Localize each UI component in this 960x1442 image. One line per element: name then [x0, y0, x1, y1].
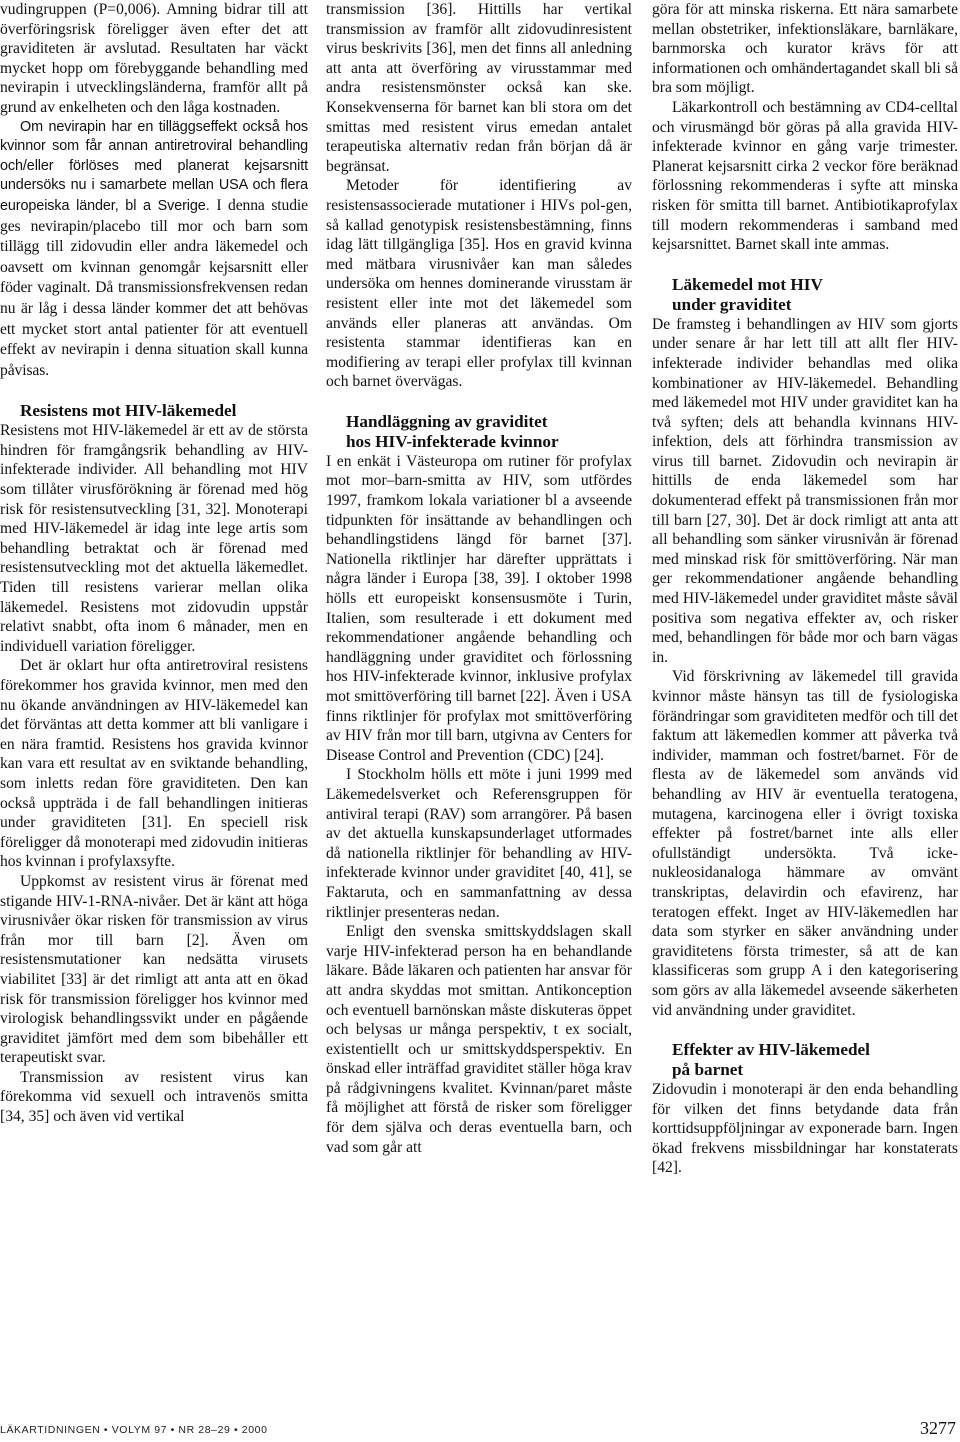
- paragraph: I en enkät i Västeuropa om rutiner för profylax mot mor–barn-smitta av HIV, som utfördes 1997, framkom lokala variationer bl a avseende tidpunkten för insättande av behandlingen och behandlingstidens längd för barnet [37]. Nationella riktlinjer har därefter upprättats i några länder i Europa [38, 39]. I oktober 1998 hölls ett europeiskt konsensusmöte i Turin, Italien, som resulterade i ett dokument med rekommendationer angående behandling och handläggning under graviditet och förlossning hos HIV-infekterade kvinnor, inklusive profylax mot smittöverföring till barnet [22]. Även i USA finns riktlinjer för profylax mot smittöverföring av HIV från mor till barn, utgivna av Centers for Disease Control and Prevention (CDC) [24].: [326, 452, 632, 764]
- text-column-2: [326, 0, 632, 1408]
- page-footer: [0, 1418, 960, 1442]
- paragraph: Transmission av resistent virus kan förekomma vid sexuell och intravenös smitta [34, 35] och även vid vertikal: [0, 1068, 308, 1126]
- page-number: 3277: [920, 1418, 956, 1438]
- paragraph: Metoder för identifiering av resistensassocierade mutationer i HIVs pol-gen, så kallad genotypisk resistensbestämning, finns idag lätt tillgängliga [35]. Hos en gravid kvinna med mätbara virusnivåer kan man således undersöka om hennes dominerande virusstam är resistent eller inte mot det läkemedel som används eller planeras att användas. Om resistenta stammar identifieras kan en modifiering av terapi eller profylax till kvinnan och barnet övervägas.: [326, 177, 632, 391]
- text-column-1: [0, 0, 308, 1408]
- paragraph: [0, 118, 308, 382]
- heading-line: Effekter av HIV-läkemedel: [672, 1040, 870, 1060]
- heading-line: Läkemedel mot HIV: [672, 274, 823, 294]
- paragraph: Enligt den svenska smittskyddslagen skall varje HIV-infekterad person ha en behandlande läkare. Både läkaren och patienten har ansvar för att andra skyddas mot smittan. Antikonception och eventuell barnönskan måste diskuteras öppet och belysas ur många perspektiv, t ex socialt, existentiellt och ur smittskyddsperspektiv. En önskad eller inträffad graviditet ställer höga krav på rådgivningens kvalitet. Kvinnan/paret måste få möjlighet att förstå de risker som föreligger för dem själva och deras eventuella barn, och vad som går att: [326, 923, 632, 1156]
- section-heading-lakemedel: [652, 275, 958, 315]
- heading-line: hos HIV-infekterade kvinnor: [346, 431, 559, 451]
- paragraph: transmission [36]. Hittills har vertikal transmission av framför allt zidovudinresistent virus beskrivits [36], men det finns all anledning att anta att överföring av virusstammar med andra resistensmönster också kan ske. Konsekvenserna för barnet kan bli stora om det smittas med resistent virus emedan antalet terapeutiska alternativ redan från början då är begränsat.: [326, 1, 632, 175]
- paragraph: Det är oklart hur ofta antiretroviral resistens förekommer hos gravida kvinnor, men med den nu ökande användningen av HIV-läkemedel kan det förväntas att detta kommer att bli vanligare i en nära framtid. Resistens hos gravida kvinnor kan vara ett resultat av en sviktande behandling, som inletts redan före graviditeten. Den kan också uppträda i de fall behandlingen initieras under graviditeten [31]. En speciell risk föreligger då monoterapi med zidovudin initieras hos kvinnan i profylaxsyfte.: [0, 657, 308, 871]
- section-heading-resistens: Resistens mot HIV-läkemedel: [20, 401, 237, 421]
- paragraph: vudingruppen (P=0,006). Amning bidrar till att överföringsrisk föreligger även efter det att graviditeten är avslutad. Resultaten har väckt mycket hopp om förebyggande behandling med nevirapin i utvecklingsländerna, framför allt på grund av enkelheten och den låga kostnaden.: [0, 1, 308, 116]
- section-heading-handlaggning: [326, 412, 632, 452]
- heading-line: på barnet: [672, 1060, 744, 1080]
- paragraph: I Stockholm hölls ett möte i juni 1999 med Läkemedelsverket och Referensgruppen för antiviral terapi (RAV) som arrangörer. På basen av det aktuella kunskapsunderlaget utformades då nationella riktlinjer för behandling av HIV-infekterade kvinnor under graviditet [40, 41], se Faktaruta, och en sammanfattning av dessa riktlinjer presenteras nedan.: [326, 766, 632, 921]
- paragraph: Zidovudin i monoterapi är den enda behandling för vilken det finns betydande data från korttidsuppföljningar av exponerade barn. Ingen ökad frekvens missbildningar har konstaterats [42].: [652, 1081, 958, 1177]
- journal-info: LÄKARTIDNINGEN • VOLYM 97 • NR 28–29 • 2000: [0, 1424, 268, 1436]
- paragraph: De framsteg i behandlingen av HIV som gjorts under senare år har lett till att allt fler HIV-infekterade individer behandlas med olika kombinationer av HIV-läkemedel. Behandling med läkemedel mot HIV under graviditet kan ha två syften; dels att behandla kvinnans HIV-infektion, dels att förhindra transmission av virus till barnet. Zidovudin och nevirapin är hittills de enda läkemedel som har dokumenterad effekt på transmissionen från mor till barn [27, 30]. Det är dock rimligt att anta att all behandling som sänker virusnivån är förenad med minskad risk för smittöverföring. När man ger rekommendationer angående behandling med HIV-läkemedel under graviditet måste såväl positiva som negativa effekter av, och risker med, behandlingen för både mor och barn vägas in.: [652, 315, 958, 666]
- paragraph: Uppkomst av resistent virus är förenat med stigande HIV-1-RNA-nivåer. Det är känt att höga virusnivåer ökar risken för transmission av virus från mor till barn [2]. Även om resistensmutationer kan nedsätta virusets viabilitet [33] är det rimligt att anta att en ökad risk för transmission föreligger hos kvinnor med virologisk behandlingssvikt under en pågående graviditet jämfört med dem som bibehåller ett terapeutiskt svar.: [0, 872, 308, 1067]
- paragraph-run: I denna studie ges nevirapin/placebo till mor och barn som tillägg till zidovudin eller andra läkemedel och oavsett om kvinnan genomgår kejsarsnitt eller föder vaginalt. Då transmissionsfrekvensen redan nu är låg i dessa länder kommer det att behövas ett mycket stort antal patienter för att eventuell effekt av nevirapin i denna situation skall kunna påvisas.: [0, 196, 308, 379]
- paragraph: Vid förskrivning av läkemedel till gravida kvinnor måste hänsyn tas till de fysiologiska förändringar som graviditeten medför och till det faktum att läkemedlen kommer att påverka två individer, mamman och fostret/barnet. För de flesta av de läkemedel som används vid behandling av HIV är eventuella teratogena, mutagena, karcinogena eller i övrigt toxiska effekter på fostret/barnet inte alls eller ofullständigt undersökta. Två icke-nukleosidanaloga hämmare av omvänt transkriptas, delavirdin och efavirenz, har teratogen effekt. Inget av HIV-läkemedlen har data som styrker en säker användning under graviditetens första trimester, så att de kan klassificeras som grupp A i den kategorisering som görs av alla läkemedel avseende säkerheten vid användning under graviditet.: [652, 668, 958, 1019]
- heading-line: under graviditet: [672, 294, 792, 314]
- heading-line: Handläggning av graviditet: [346, 411, 548, 431]
- paragraph: göra för att minska riskerna. Ett nära samarbete mellan obstetriker, infektionsläkare, barnläkare, barnmorska och kurator krävs för att informationen och omhändertagandet skall bli så bra som möjligt.: [652, 1, 958, 97]
- sans-serif-run: Om nevirapin har en tilläggseffekt också hos kvinnor som får annan antiretroviral behandling och/eller förlöses med planerat kejsarsnitt undersöks nu i samarbete mellan USA och flera europeiska länder, bl a Sverige.: [0, 118, 308, 214]
- paragraph: Resistens mot HIV-läkemedel är ett av de största hindren för framgångsrik behandling av HIV-infekterade individer. All behandling mot HIV som tillåter virusförökning är förenad med hög risk för resistensutveckling [31, 32]. Monoterapi med HIV-läkemedel är idag inte lege artis som behandling betraktat och är förenad med resistensutveckling mot det aktuella läkemedlet. Tiden till resistens varierar mellan olika läkemedel. Resistens mot zidovudin uppstår relativt snabbt, ofta inom 6 månader, men en individuell variation föreligger.: [0, 422, 308, 655]
- text-column-3: [652, 0, 958, 1408]
- paragraph: Läkarkontroll och bestämning av CD4-celltal och virusmängd bör göras på alla gravida HIV-infekterade kvinnor en gång varje trimester. Planerat kejsarsnitt cirka 2 veckor före beräknad förlossning rekommenderas i syfte att minska risken för smitta till barnet. Antibiotikaprofylax till modern rekommenderas i samband med kejsarsnittet. Barnet skall inte ammas.: [652, 98, 958, 254]
- section-heading-effekter: [652, 1040, 958, 1080]
